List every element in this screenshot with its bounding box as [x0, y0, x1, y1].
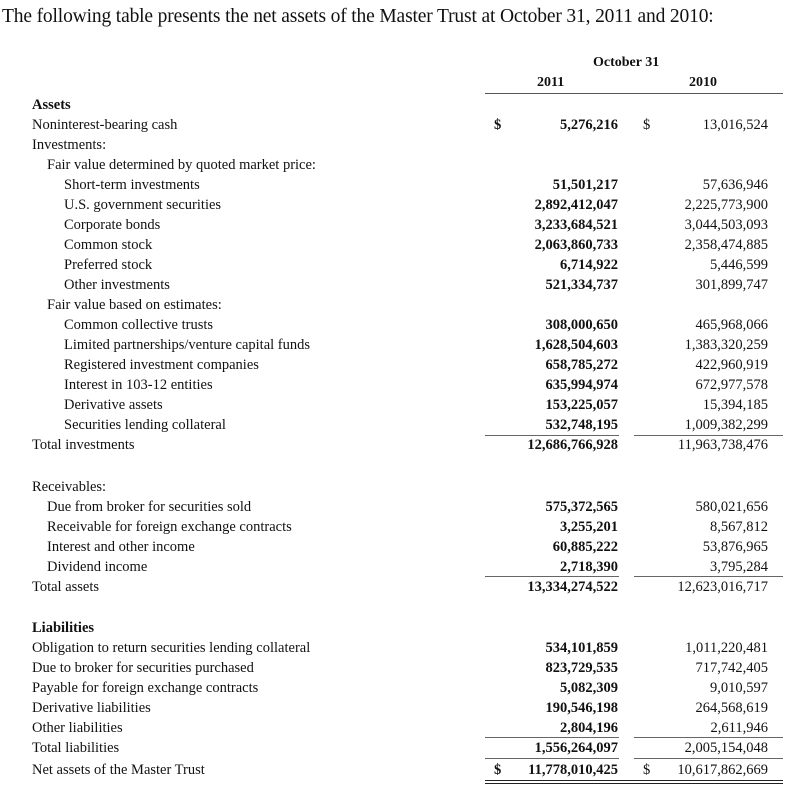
value-2011: 2,063,860,733: [534, 237, 618, 253]
row-label: Receivable for foreign exchange contracts: [47, 519, 292, 535]
value-2011: 308,000,650: [545, 317, 618, 333]
table-row: [0, 215, 803, 235]
table-row: [0, 698, 803, 718]
subtotal-rule-investments-2010: [634, 435, 783, 436]
currency-symbol-2011: $: [494, 762, 502, 778]
value-2011: 5,082,309: [560, 680, 618, 696]
table-row: [0, 235, 803, 255]
value-2011: 153,225,057: [545, 397, 618, 413]
table-row: [0, 760, 803, 780]
subtotal-rule-investments-2011: [485, 435, 619, 436]
currency-symbol-2010: $: [643, 762, 651, 778]
value-2010: 1,383,320,259: [684, 337, 768, 353]
table-row: [0, 375, 803, 395]
row-label: Net assets of the Master Trust: [32, 762, 205, 778]
total-rule-net-2010: [634, 758, 783, 759]
value-2010: 301,899,747: [695, 277, 768, 293]
table-row: [0, 415, 803, 435]
subtotal-rule-liabilities-2010: [634, 737, 783, 738]
table-row: [0, 275, 803, 295]
row-label: Other investments: [64, 277, 170, 293]
value-2010: 580,021,656: [695, 499, 768, 515]
table-row: [0, 395, 803, 415]
value-2011: 11,778,010,425: [528, 762, 618, 778]
table-row: [0, 155, 803, 175]
table-row: [0, 618, 803, 638]
value-2011: 823,729,535: [545, 660, 618, 676]
table-row: [0, 477, 803, 497]
table-row: [0, 517, 803, 537]
value-2010: 9,010,597: [710, 680, 768, 696]
row-label: Dividend income: [47, 559, 148, 575]
period-header: October 31: [593, 55, 660, 70]
table-row: [0, 435, 803, 455]
value-2010: 53,876,965: [702, 539, 768, 555]
header-underline: [485, 93, 783, 94]
value-2010: 2,005,154,048: [684, 740, 768, 756]
value-2011: 534,101,859: [545, 640, 618, 656]
row-label: Total investments: [32, 437, 135, 453]
value-2011: 60,885,222: [552, 539, 618, 555]
row-label: Derivative liabilities: [32, 700, 151, 716]
row-label: U.S. government securities: [64, 197, 222, 213]
row-label: Fair value based on estimates:: [47, 297, 222, 313]
value-2011: 5,276,216: [560, 117, 618, 133]
table-row: [0, 557, 803, 577]
value-2011: 3,233,684,521: [534, 217, 618, 233]
table-row: [0, 255, 803, 275]
table-row: [0, 355, 803, 375]
value-2010: 672,977,578: [695, 377, 768, 393]
value-2010: 2,611,946: [710, 720, 768, 736]
table-row: [0, 497, 803, 517]
row-label: Obligation to return securities lending collateral: [32, 640, 311, 656]
currency-symbol-2010: $: [643, 117, 651, 133]
table-row: [0, 335, 803, 355]
value-2010: 12,623,016,717: [677, 579, 768, 595]
column-header-2011: 2011: [537, 75, 565, 90]
value-2010: 1,009,382,299: [684, 417, 768, 433]
row-label: Limited partnerships/venture capital funds: [64, 337, 311, 353]
value-2010: 10,617,862,669: [677, 762, 768, 778]
value-2010: 3,044,503,093: [684, 217, 768, 233]
table-row: [0, 295, 803, 315]
value-2010: 465,968,066: [695, 317, 768, 333]
row-label: Investments:: [32, 137, 107, 153]
row-label: Liabilities: [32, 620, 95, 636]
value-2010: 422,960,919: [695, 357, 768, 373]
subtotal-rule-assets-2011: [485, 576, 619, 577]
value-2011: 575,372,565: [545, 499, 618, 515]
row-label: Total assets: [32, 579, 100, 595]
value-2010: 57,636,946: [702, 177, 768, 193]
table-row: [0, 577, 803, 597]
column-header-2010: 2010: [689, 75, 717, 90]
value-2011: 12,686,766,928: [527, 437, 618, 453]
table-row: [0, 95, 803, 115]
subtotal-rule-assets-2010: [634, 576, 783, 577]
value-2010: 3,795,284: [710, 559, 768, 575]
value-2011: 51,501,217: [552, 177, 618, 193]
row-label: Receivables:: [32, 479, 107, 495]
table-row: [0, 738, 803, 758]
value-2011: 2,804,196: [560, 720, 618, 736]
row-label: Interest in 103-12 entities: [64, 377, 213, 393]
value-2011: 13,334,274,522: [527, 579, 618, 595]
table-row: [0, 718, 803, 738]
table-row: [0, 115, 803, 135]
value-2010: 15,394,185: [702, 397, 768, 413]
table-row: [0, 537, 803, 557]
value-2010: 717,742,405: [695, 660, 768, 676]
value-2011: 521,334,737: [545, 277, 618, 293]
value-2010: 13,016,524: [702, 117, 768, 133]
value-2010: 264,568,619: [695, 700, 768, 716]
value-2011: 635,994,974: [545, 377, 618, 393]
row-label: Other liabilities: [32, 720, 123, 736]
value-2010: 2,225,773,900: [684, 197, 768, 213]
value-2011: 658,785,272: [545, 357, 618, 373]
value-2011: 1,556,264,097: [534, 740, 618, 756]
total-rule-net-2011: [485, 758, 619, 759]
currency-symbol-2011: $: [494, 117, 502, 133]
table-row: [0, 658, 803, 678]
value-2010: 8,567,812: [710, 519, 768, 535]
row-label: Payable for foreign exchange contracts: [32, 680, 259, 696]
value-2010: 2,358,474,885: [684, 237, 768, 253]
row-label: Registered investment companies: [64, 357, 259, 373]
value-2010: 1,011,220,481: [685, 640, 768, 656]
table-row: [0, 638, 803, 658]
value-2011: 3,255,201: [560, 519, 618, 535]
table-row: [0, 175, 803, 195]
table-row: [0, 135, 803, 155]
row-label: Corporate bonds: [64, 217, 161, 233]
double-underline-net-assets: [485, 780, 783, 784]
value-2011: 6,714,922: [560, 257, 618, 273]
row-label: Preferred stock: [64, 257, 153, 273]
row-label: Fair value determined by quoted market price:: [47, 157, 316, 173]
value-2011: 2,892,412,047: [534, 197, 618, 213]
value-2010: 5,446,599: [710, 257, 768, 273]
row-label: Due to broker for securities purchased: [32, 660, 254, 676]
row-label: Securities lending collateral: [64, 417, 226, 433]
intro-text: The following table presents the net assets of the Master Trust at October 31, 2011 and 2010:: [2, 6, 714, 27]
row-label: Due from broker for securities sold: [47, 499, 252, 515]
value-2011: 1,628,504,603: [534, 337, 618, 353]
value-2011: 532,748,195: [545, 417, 618, 433]
table-row: [0, 315, 803, 335]
row-label: Noninterest-bearing cash: [32, 117, 178, 133]
row-label: Common collective trusts: [64, 317, 214, 333]
value-2011: 190,546,198: [545, 700, 618, 716]
value-2010: 11,963,738,476: [677, 437, 768, 453]
row-label: Assets: [32, 97, 71, 113]
row-label: Short-term investments: [64, 177, 200, 193]
row-label: Common stock: [64, 237, 153, 253]
table-row: [0, 678, 803, 698]
value-2011: 2,718,390: [560, 559, 618, 575]
table-row: [0, 195, 803, 215]
subtotal-rule-liabilities-2011: [485, 737, 619, 738]
row-label: Total liabilities: [32, 740, 120, 756]
row-label: Interest and other income: [47, 539, 195, 555]
row-label: Derivative assets: [64, 397, 163, 413]
